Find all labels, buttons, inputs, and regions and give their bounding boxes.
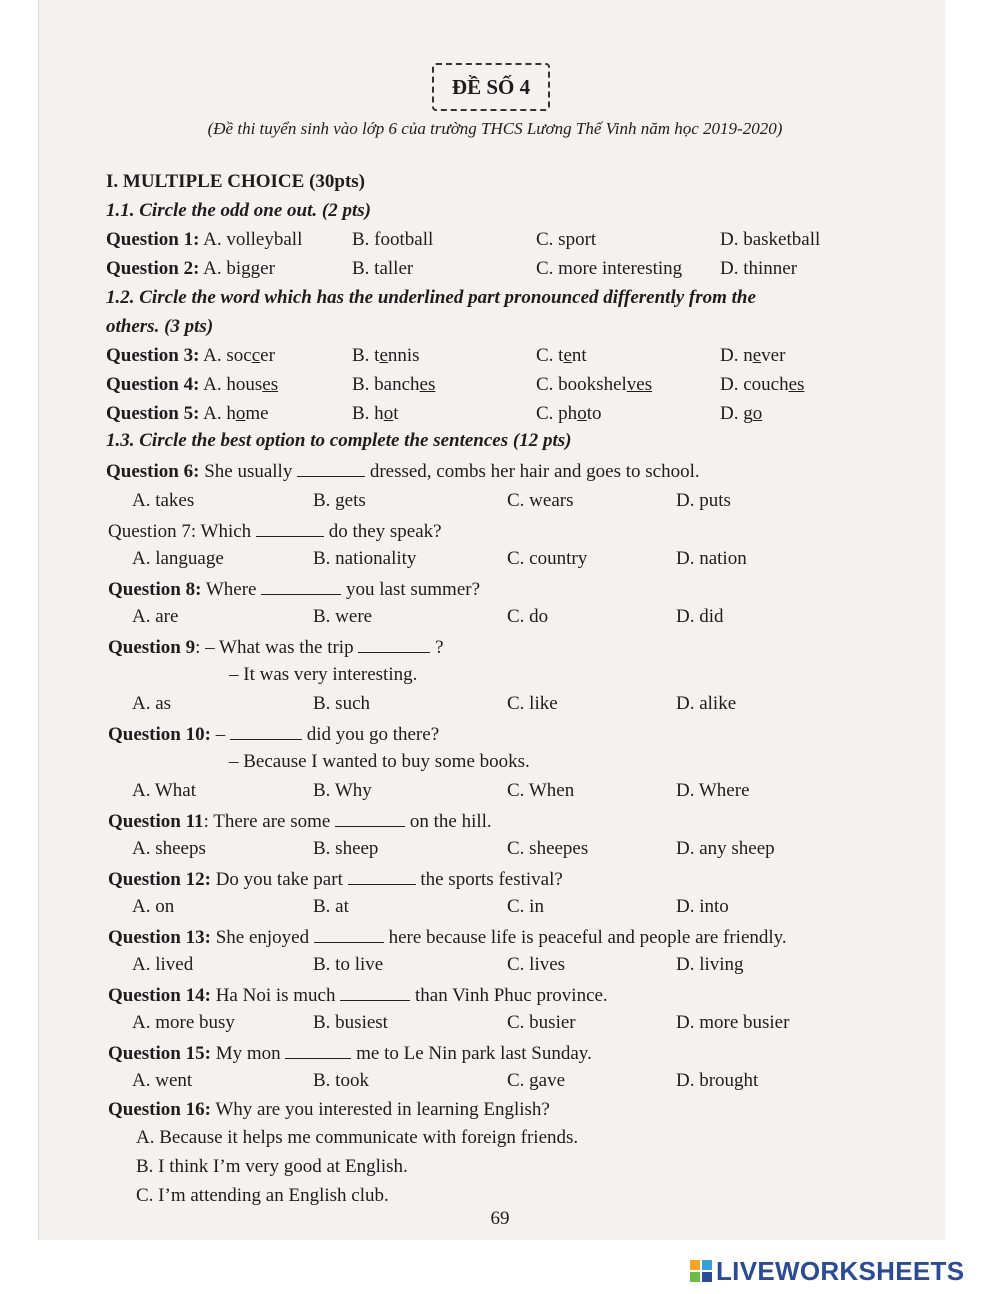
q1-option-c[interactable]: C. sport xyxy=(536,229,597,250)
question-9: Question 9: – What was the trip ? xyxy=(108,634,444,660)
q6-option-b[interactable]: B. gets xyxy=(313,490,366,511)
q10-reply: – Because I wanted to buy some books. xyxy=(229,751,530,772)
q9-blank[interactable] xyxy=(358,634,430,653)
q7-option-d[interactable]: D. nation xyxy=(676,548,747,569)
logo-icon xyxy=(690,1260,712,1282)
q8-option-c[interactable]: C. do xyxy=(507,606,549,627)
question-14: Question 14: Ha Noi is much than Vinh Phuc province. xyxy=(108,982,608,1008)
q3-option-b[interactable]: B. tennis xyxy=(352,345,420,366)
q9-reply: – It was very interesting. xyxy=(229,664,418,685)
q6-blank[interactable] xyxy=(297,458,365,477)
question-3: Question 3: A. soccer xyxy=(106,345,275,366)
q15-option-b[interactable]: B. took xyxy=(313,1070,369,1091)
q14-blank[interactable] xyxy=(340,982,410,1001)
q13-blank[interactable] xyxy=(314,924,384,943)
part-2-heading: 1.2. Circle the word which has the underlined part pronounced differently from the xyxy=(106,287,756,308)
q10-blank[interactable] xyxy=(230,721,302,740)
q12-option-a[interactable]: A. on xyxy=(132,896,175,917)
part-3-heading: 1.3. Circle the best option to complete the sentences (12 pts) xyxy=(106,430,572,451)
q11-option-a[interactable]: A. sheeps xyxy=(132,838,206,859)
section-heading: I. MULTIPLE CHOICE (30pts) xyxy=(106,171,366,192)
q10-option-c[interactable]: C. When xyxy=(507,780,575,801)
q6-option-c[interactable]: C. wears xyxy=(507,490,574,511)
q10-option-b[interactable]: B. Why xyxy=(313,780,372,801)
q4-option-d[interactable]: D. couches xyxy=(720,374,805,395)
logo-text: LIVEWORKSHEETS xyxy=(716,1255,965,1286)
q10-option-a[interactable]: A. What xyxy=(132,780,197,801)
q6-option-a[interactable]: A. takes xyxy=(132,490,195,511)
part-2-heading-cont: others. (3 pts) xyxy=(106,316,214,337)
q15-blank[interactable] xyxy=(285,1040,351,1059)
q9-option-c[interactable]: C. like xyxy=(507,693,558,714)
q2-option-d[interactable]: D. thinner xyxy=(720,258,798,279)
q8-option-a[interactable]: A. are xyxy=(132,606,179,627)
q5-option-c[interactable]: C. photo xyxy=(536,403,602,424)
q13-option-c[interactable]: C. lives xyxy=(507,954,566,975)
question-4: Question 4: A. houses xyxy=(106,374,279,395)
q7-blank[interactable] xyxy=(256,518,324,537)
q9-option-b[interactable]: B. such xyxy=(313,693,370,714)
question-12: Question 12: Do you take part the sports festival? xyxy=(108,866,563,892)
q14-option-b[interactable]: B. busiest xyxy=(313,1012,388,1033)
q11-option-b[interactable]: B. sheep xyxy=(313,838,379,859)
q12-blank[interactable] xyxy=(348,866,416,885)
q8-blank[interactable] xyxy=(261,576,341,595)
q14-option-c[interactable]: C. busier xyxy=(507,1012,576,1033)
page-number: 69 xyxy=(490,1208,510,1229)
q3-option-d[interactable]: D. never xyxy=(720,345,786,366)
question-1: Question 1: A. volleyball xyxy=(106,229,303,250)
q11-option-c[interactable]: C. sheepes xyxy=(507,838,589,859)
q8-option-d[interactable]: D. did xyxy=(676,606,724,627)
q7-option-a[interactable]: A. language xyxy=(132,548,224,569)
q10-option-d[interactable]: D. Where xyxy=(676,780,750,801)
q12-option-d[interactable]: D. into xyxy=(676,896,729,917)
q1-option-d[interactable]: D. basketball xyxy=(720,229,821,250)
q2-option-a[interactable]: A. bigger xyxy=(203,258,275,279)
question-8: Question 8: Where you last summer? xyxy=(108,576,480,602)
liveworksheets-logo xyxy=(690,1256,990,1286)
q12-option-b[interactable]: B. at xyxy=(313,896,349,917)
q1-option-b[interactable]: B. football xyxy=(352,229,434,250)
q1-option-a[interactable]: A. volleyball xyxy=(203,229,303,250)
q9-option-a[interactable]: A. as xyxy=(132,693,172,714)
question-15: Question 15: My mon me to Le Nin park last Sunday. xyxy=(108,1040,592,1066)
q13-option-a[interactable]: A. lived xyxy=(132,954,194,975)
q2-option-c[interactable]: C. more interesting xyxy=(536,258,683,279)
exam-subtitle: (Đề thi tuyển sinh vào lớp 6 của trường THCS Lương Thế Vinh năm học 2019-2020) xyxy=(207,119,783,138)
question-10: Question 10: – did you go there? xyxy=(108,721,439,747)
q15-option-d[interactable]: D. brought xyxy=(676,1070,759,1091)
q13-option-b[interactable]: B. to live xyxy=(313,954,384,975)
q11-blank[interactable] xyxy=(335,808,405,827)
q4-option-b[interactable]: B. banches xyxy=(352,374,436,395)
q9-option-d[interactable]: D. alike xyxy=(676,693,737,714)
q5-option-d[interactable]: D. go xyxy=(720,403,763,424)
question-16: Question 16: Why are you interested in learning English? xyxy=(108,1099,550,1120)
q4-option-c[interactable]: C. bookshelves xyxy=(536,374,653,395)
question-5: Question 5: A. home xyxy=(106,403,269,424)
q15-option-a[interactable]: A. went xyxy=(132,1070,193,1091)
q3-option-a[interactable]: A. soccer xyxy=(203,345,275,366)
q13-option-d[interactable]: D. living xyxy=(676,954,744,975)
question-11: Question 11: There are some on the hill. xyxy=(108,808,492,834)
q5-option-b[interactable]: B. hot xyxy=(352,403,399,424)
question-2: Question 2: A. bigger xyxy=(106,258,275,279)
q5-option-a[interactable]: A. home xyxy=(203,403,269,424)
q14-option-d[interactable]: D. more busier xyxy=(676,1012,790,1033)
q7-option-b[interactable]: B. nationality xyxy=(313,548,417,569)
exam-title: ĐỀ SỐ 4 xyxy=(432,63,550,111)
q16-option-c[interactable]: C. I’m attending an English club. xyxy=(136,1185,389,1206)
question-6: Question 6: She usually dressed, combs her hair and goes to school. xyxy=(106,458,700,484)
part-1-heading: 1.1. Circle the odd one out. (2 pts) xyxy=(106,200,371,221)
q16-option-b[interactable]: B. I think I’m very good at English. xyxy=(136,1156,408,1177)
q14-option-a[interactable]: A. more busy xyxy=(132,1012,235,1033)
question-13: Question 13: She enjoyed here because life is peaceful and people are friendly. xyxy=(108,924,787,950)
q7-option-c[interactable]: C. country xyxy=(507,548,588,569)
q12-option-c[interactable]: C. in xyxy=(507,896,544,917)
q8-option-b[interactable]: B. were xyxy=(313,606,373,627)
q4-option-a[interactable]: A. houses xyxy=(203,374,279,395)
q3-option-c[interactable]: C. tent xyxy=(536,345,587,366)
q15-option-c[interactable]: C. gave xyxy=(507,1070,566,1091)
q6-option-d[interactable]: D. puts xyxy=(676,490,731,511)
question-7: Question 7: Which do they speak? xyxy=(108,518,442,544)
q16-option-a[interactable]: A. Because it helps me communicate with foreign friends. xyxy=(136,1127,579,1148)
q11-option-d[interactable]: D. any sheep xyxy=(676,838,775,859)
q2-option-b[interactable]: B. taller xyxy=(352,258,414,279)
